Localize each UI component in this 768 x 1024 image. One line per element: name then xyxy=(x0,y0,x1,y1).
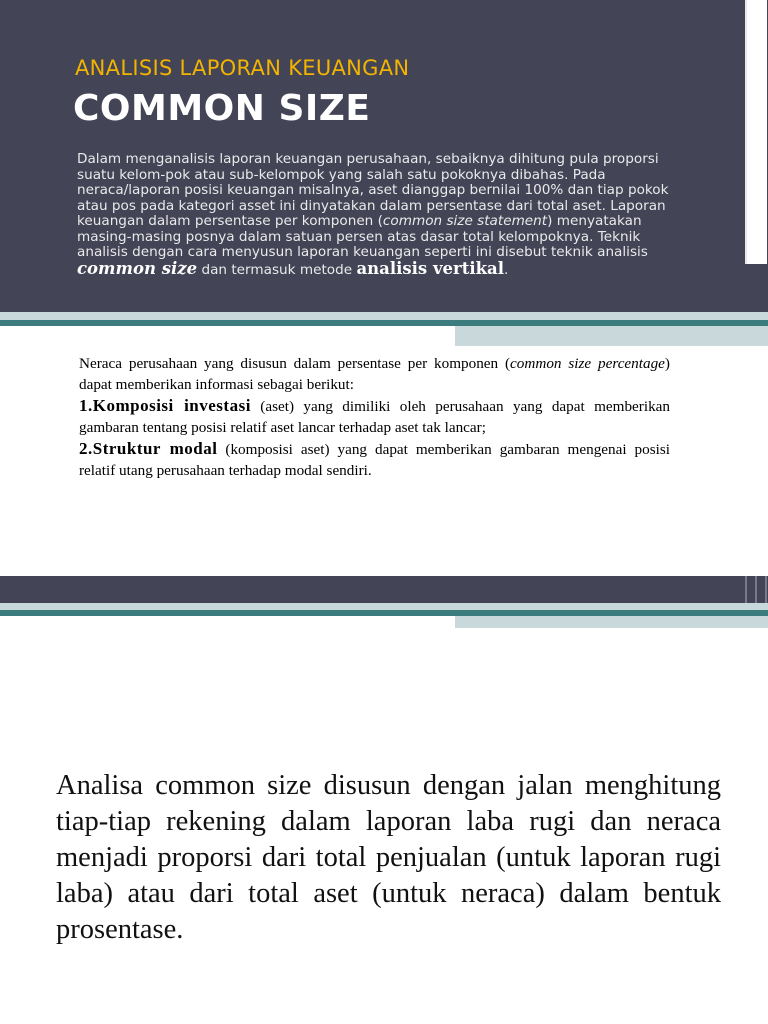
decor-stripe-box xyxy=(455,326,768,346)
body-text: Neraca perusahaan yang disusun dalam persentase per komponen ( xyxy=(79,355,511,372)
intro-text: Dalam menganalisis laporan keuangan perusahaan, sebaiknya dihitung pula proporsi suatu kelom-pok atau sub-kelompok yang salah satu pokoknya dibahas. Pada neraca/laporan posisi keuangan misalnya, aset dianggap bernilai 100% dan tiap pokok atau pos pada kategori asset ini dinyatakan dalam persentase dari total aset. Laporan keuangan dalam persentase per komponen ( xyxy=(77,151,669,229)
decor-stripe xyxy=(0,603,768,610)
intro-text: ) menyatakan masing-masing posnya dalam satuan persen atas dasar total kelompoknya. Teknik analisis dengan cara menyusun laporan keuangan seperti ini disebut teknik analisis xyxy=(77,213,648,260)
slide-subtitle: ANALISIS LAPORAN KEUANGAN xyxy=(75,56,410,80)
slide-title: COMMON SIZE xyxy=(73,88,371,129)
decor-stripe xyxy=(0,312,768,320)
decor-line xyxy=(765,576,767,603)
body-italic: common size percentage xyxy=(510,355,665,372)
decor-stripe-box xyxy=(455,616,768,628)
list-item-heading: 1.Komposisi investasi xyxy=(79,396,251,415)
intro-text: . xyxy=(504,261,509,278)
list-item-text: (aset) yang dimiliki oleh perusahaan yang dapat memberikan gambaran tentang posisi relatif aset lancar terhadap aset tak lancar; xyxy=(79,398,671,436)
slide1-body xyxy=(79,353,670,481)
slide2-header xyxy=(0,576,768,603)
intro-emphasis-common-size: common size xyxy=(77,258,198,278)
decor-line xyxy=(745,576,747,603)
list-item-heading: 2.Struktur modal xyxy=(79,439,218,458)
list-item xyxy=(79,438,670,481)
list-item xyxy=(79,395,670,438)
intro-italic: common size statement xyxy=(382,213,548,229)
list-item-text: (komposisi aset) yang dapat memberikan gambaran mengenai posisi relatif utang perusahaan terhadap modal sendiri. xyxy=(79,441,670,479)
decor-line xyxy=(755,576,757,603)
intro-paragraph xyxy=(77,152,677,278)
body-paragraph xyxy=(79,353,670,395)
intro-text: dan termasuk metode xyxy=(197,261,357,278)
slide-edge-bar xyxy=(745,0,767,264)
slide2-body-paragraph: Analisa common size disusun dengan jalan menghitung tiap-tiap rekening dalam laporan laba rugi dan neraca menjadi proporsi dari total penjualan (untuk laporan rugi laba) atau dari total aset (untuk neraca) dalam bentuk prosentase. xyxy=(56,770,721,945)
intro-emphasis-analisis-vertikal: analisis vertikal xyxy=(356,258,505,278)
body-text: ) dapat memberikan informasi sebagai berikut: xyxy=(79,355,670,393)
